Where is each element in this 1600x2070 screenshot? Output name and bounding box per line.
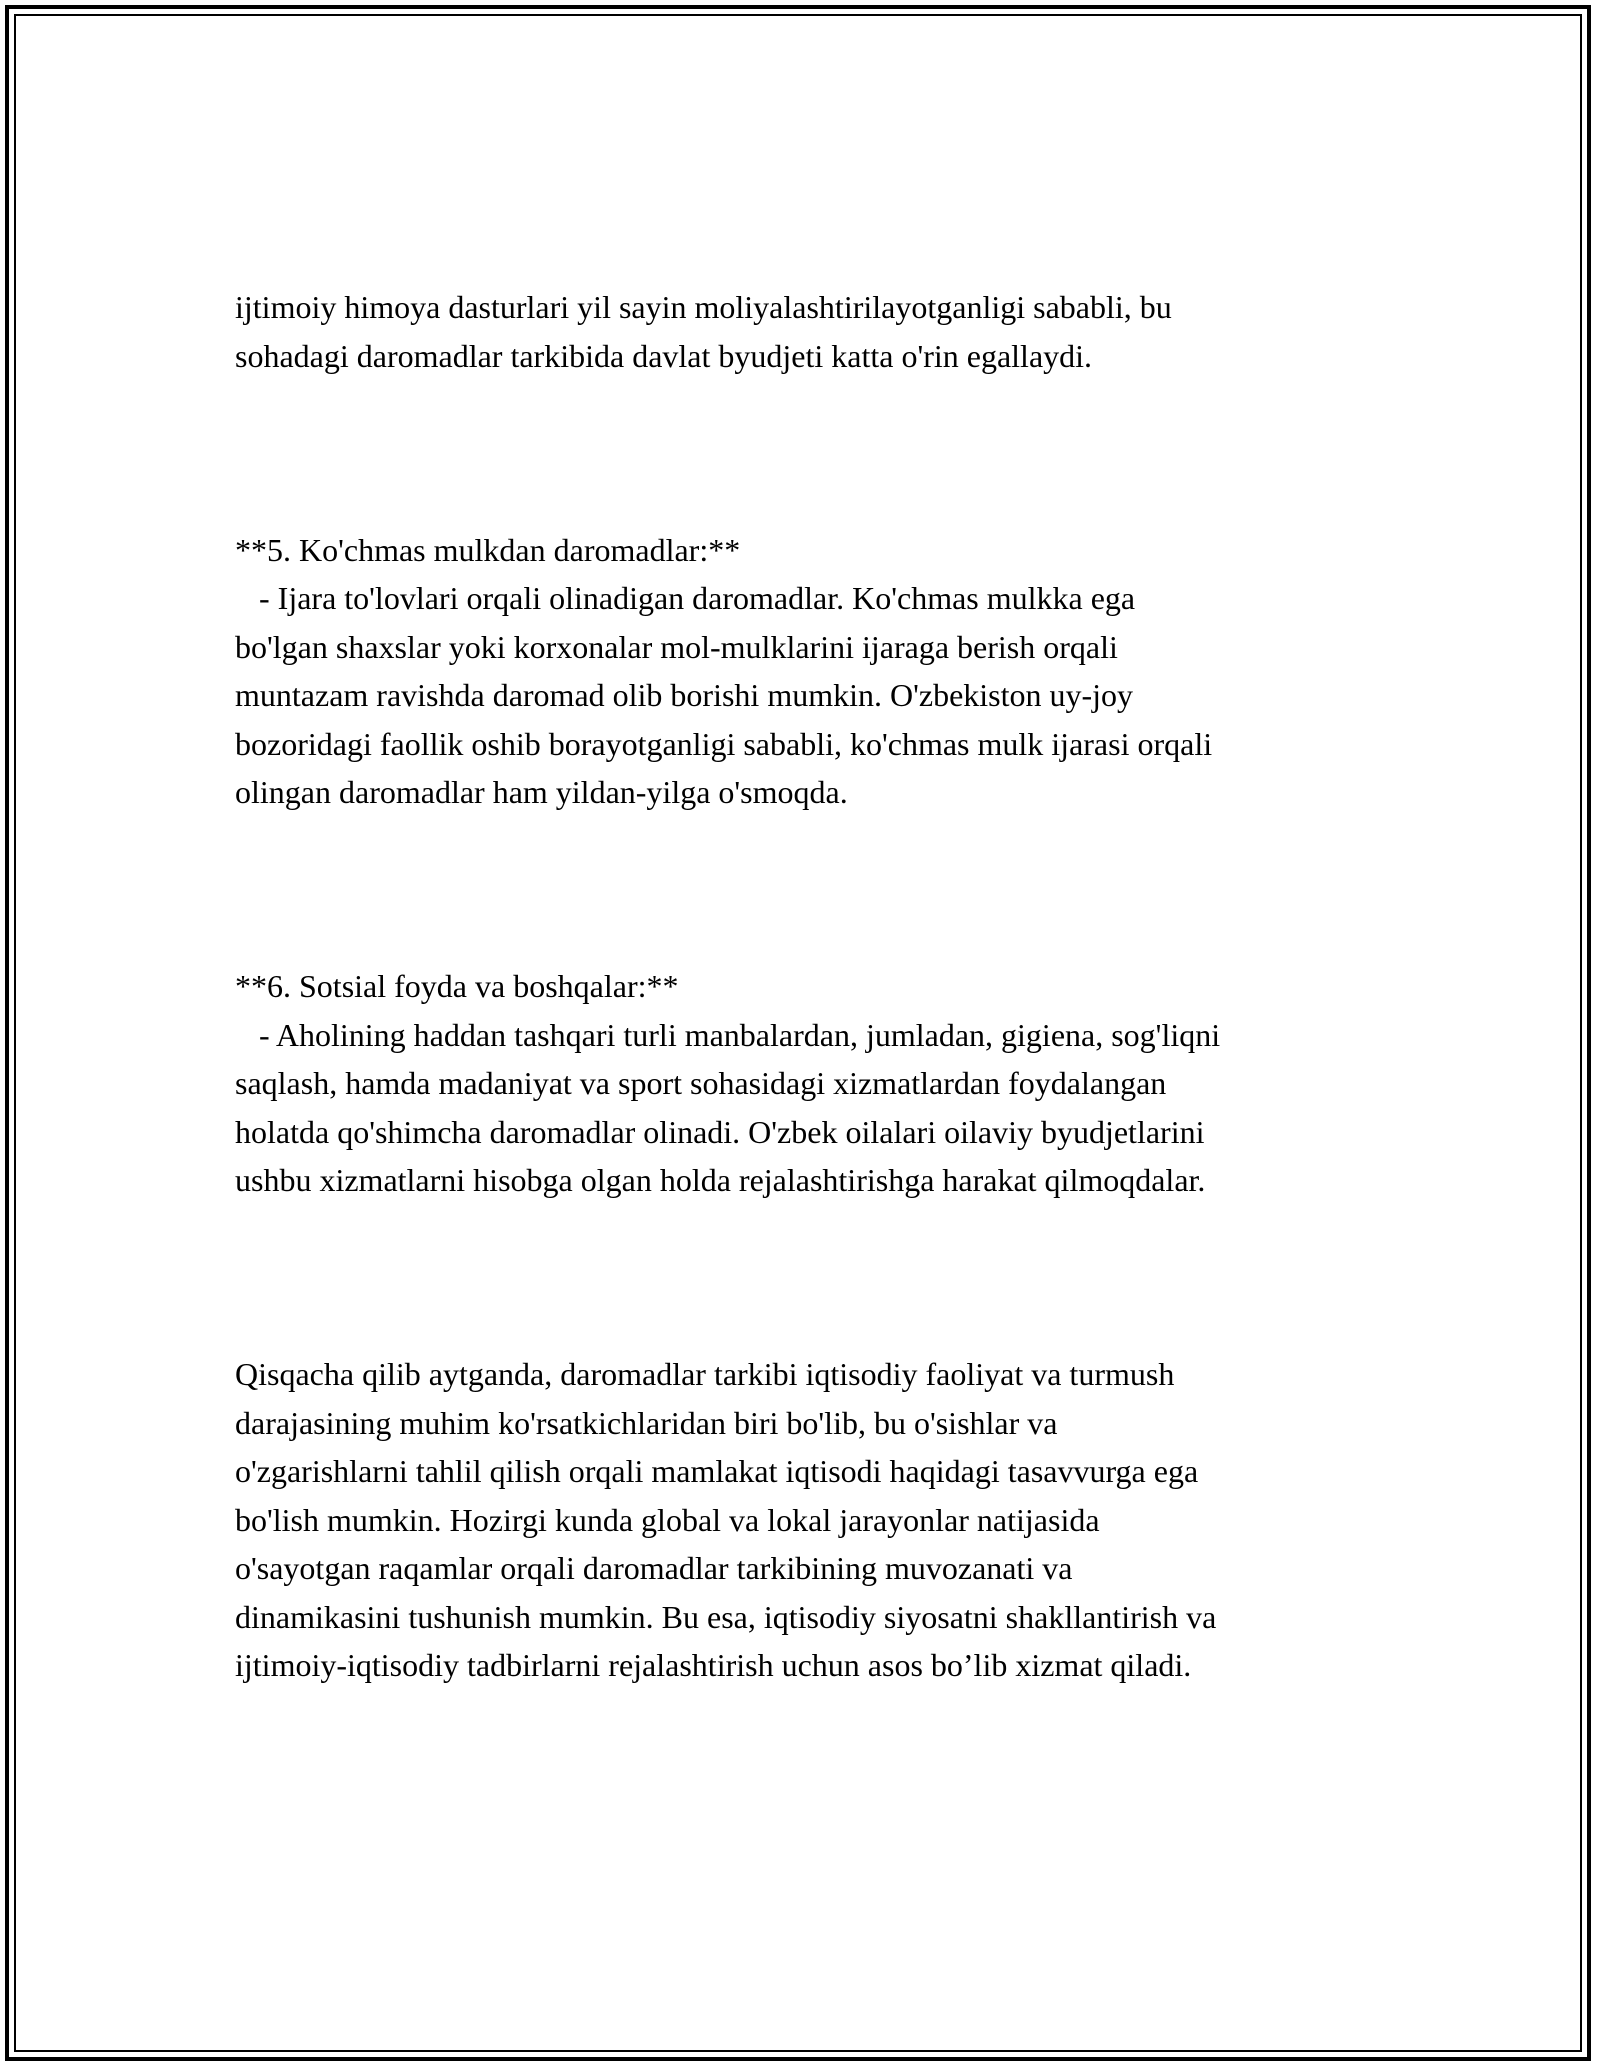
paragraph-social-protection-continuation: ijtimoiy himoya dasturlari yil sayin moliyalashtirilayotganligi sababli, bu sohadagi daromadlar tarkibida davlat byudjeti katta o'rin egallaydi. — [235, 289, 1172, 374]
document-body — [235, 186, 1395, 1787]
paragraph-social-benefits: **6. Sotsial foyda va boshqalar:** - Aholining haddan tashqari turli manbalardan, jumladan, gigiena, sog'liqni saqlash, hamda madaniyat va sport sohasidagi xizmatlardan foydalangan holatda qo'shimcha daromadlar olinadi. O'zbek oilalari oilaviy byudjetlarini ushbu xizmatlarni hisobga olgan holda rejalashtirishga harakat qilmoqdalar. — [235, 968, 1221, 1198]
paragraph-real-estate-income: **5. Ko'chmas mulkdan daromadlar:** - Ijara to'lovlari orqali olinadigan daromadlar. Ko'chmas mulkka ega bo'lgan shaxslar yoki korxonalar mol-mulklarini ijaraga berish orqali muntazam ravishda daromad olib borishi mumkin. O'zbekiston uy-joy bozoridagi faollik oshib borayotganligi sababli, ko'chmas mulk ijarasi orqali olingan daromadlar ham yildan-yilga o'smoqda. — [235, 531, 1213, 810]
paragraph-conclusion: Qisqacha qilib aytganda, daromadlar tarkibi iqtisodiy faoliyat va turmush darajasining muhim ko'rsatkichlaridan biri bo'lib, bu o'sishlar va o'zgarishlarni tahlil qilish orqali mamlakat iqtisodi haqidagi tasavvurga ega bo'lish mumkin. Hozirgi kunda global va lokal jarayonlar natijasida o'sayotgan raqamlar orqali daromadlar tarkibining muvozanati va dinamikasini tushunish mumkin. Bu esa, iqtisodiy siyosatni shakllantirish va ijtimoiy-iqtisodiy tadbirlarni rejalashtirish uchun asos bo’lib xizmat qiladi. — [235, 1356, 1217, 1683]
